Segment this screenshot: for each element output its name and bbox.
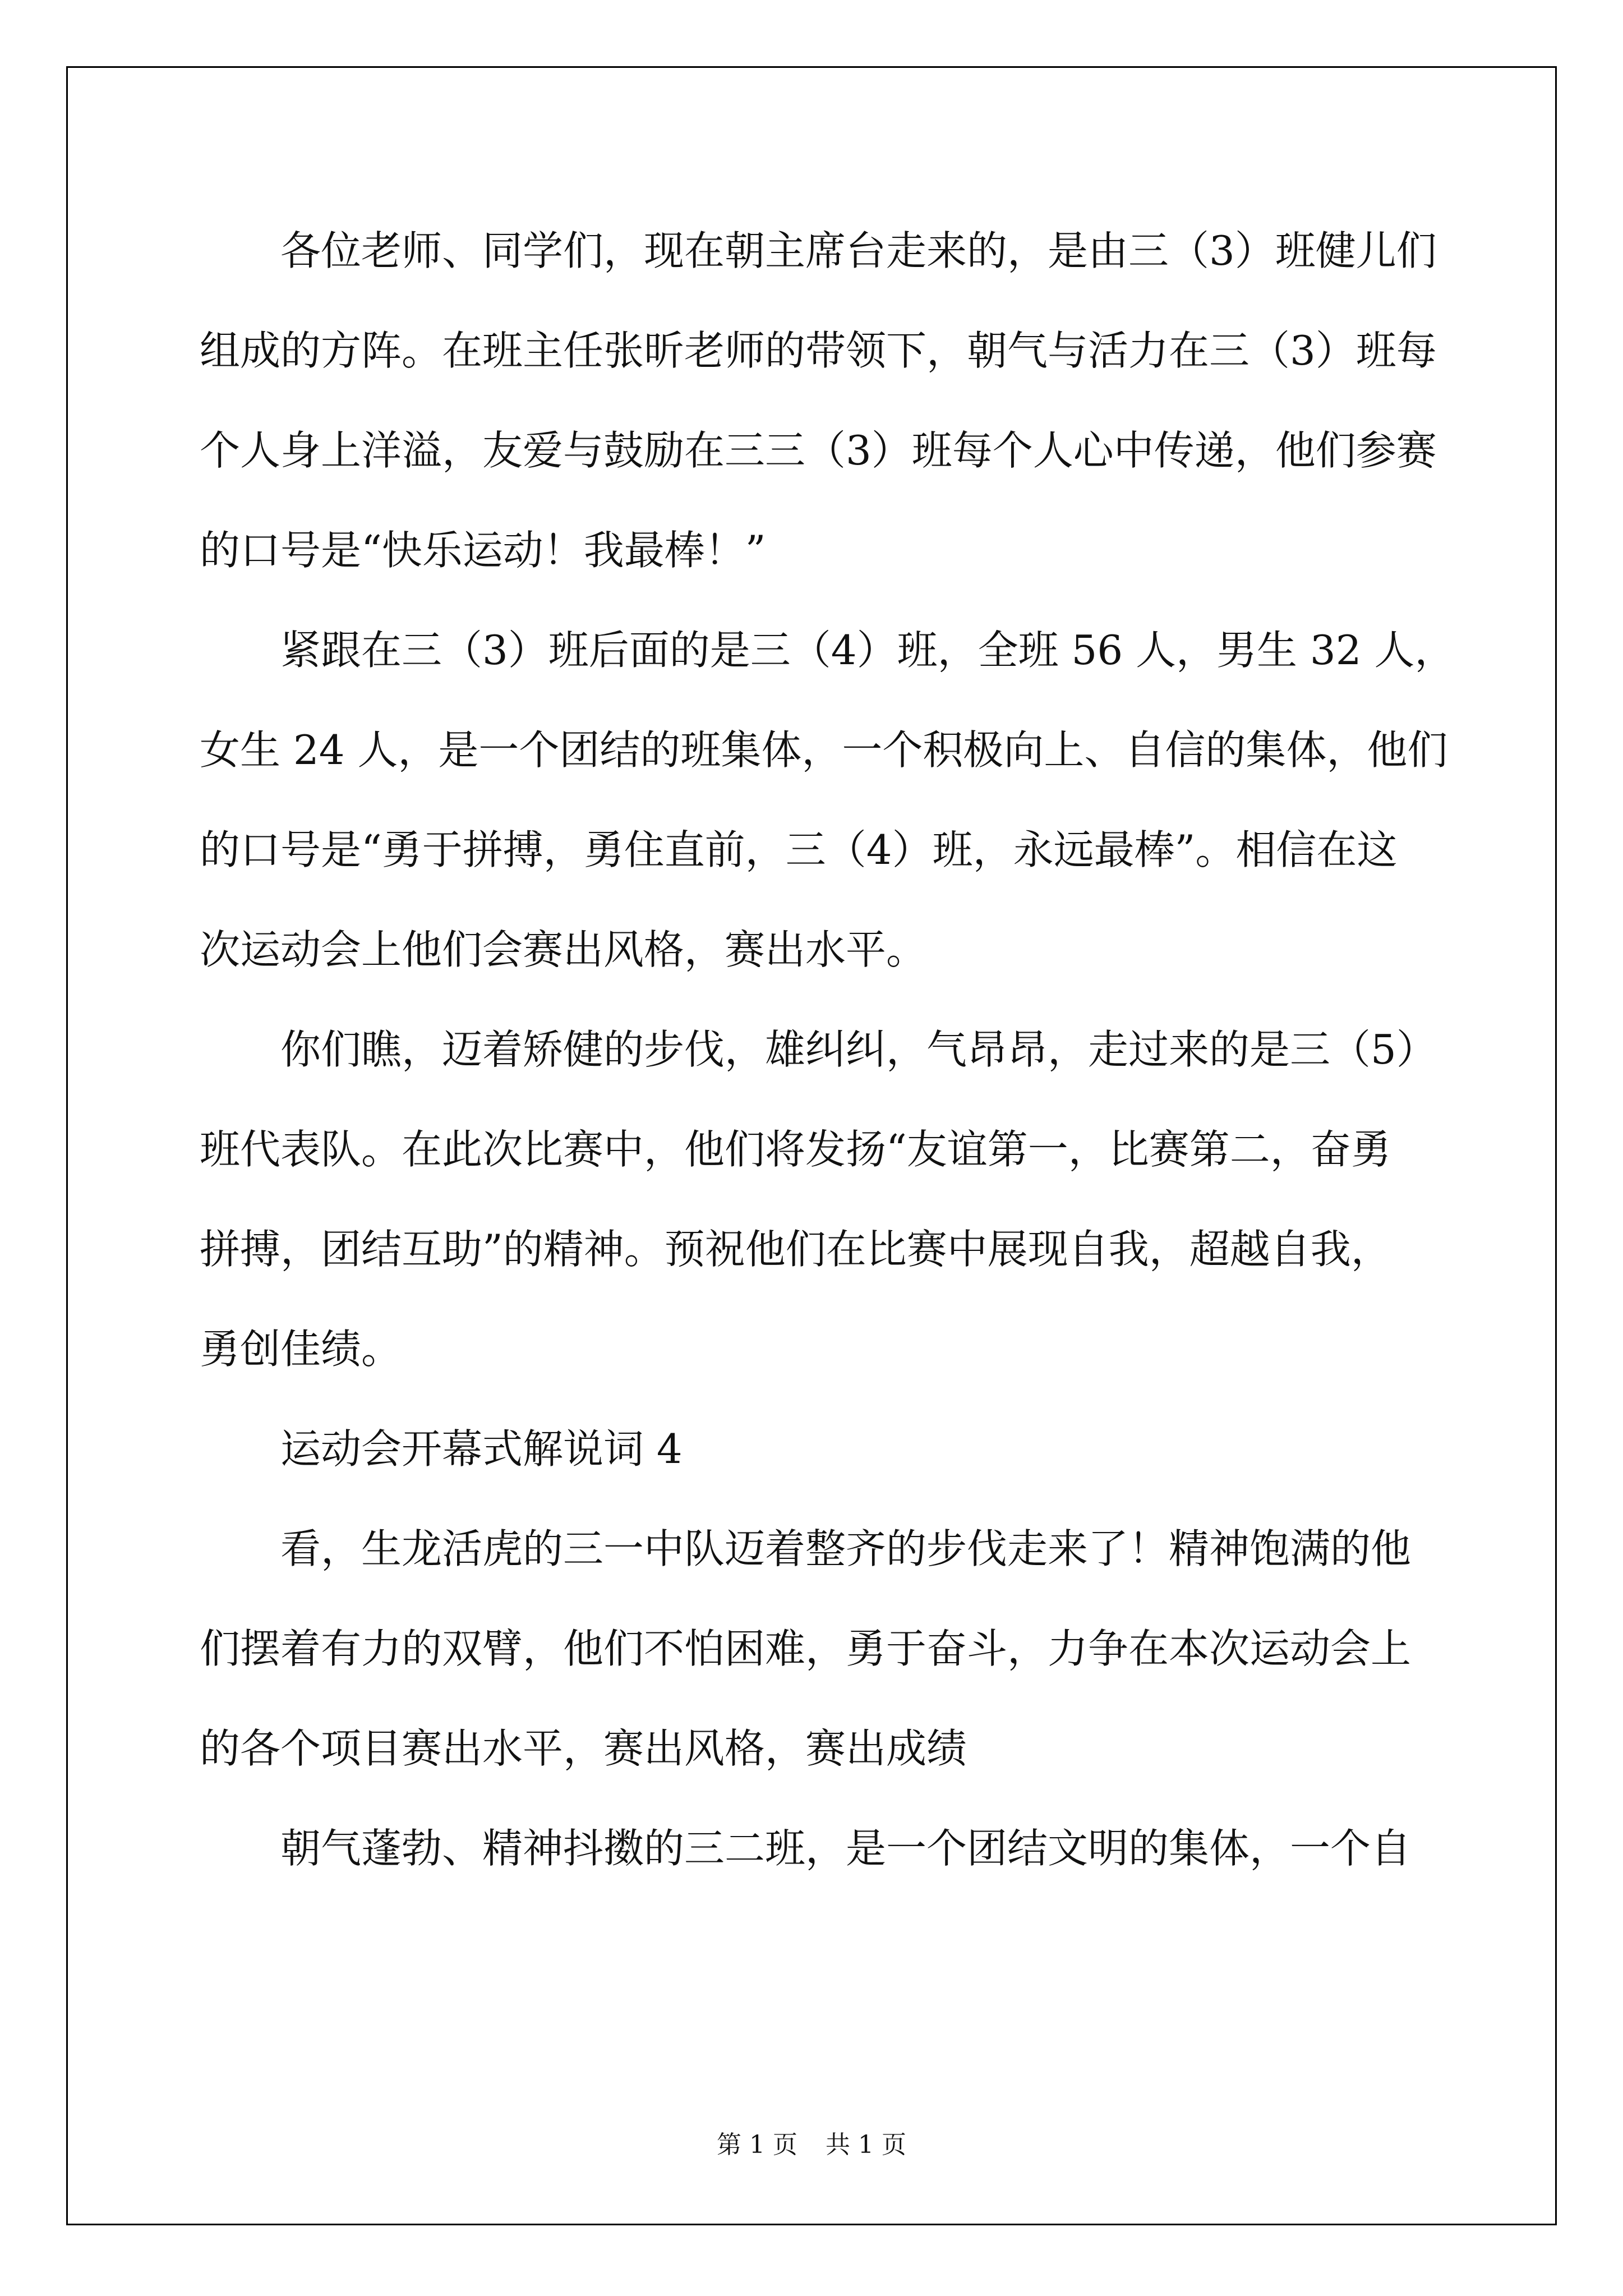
document-body <box>200 209 1455 1906</box>
text-line: 拼搏，团结互助”的精神。预祝他们在比赛中展现自我，超越自我， <box>200 1226 1391 1273</box>
section-heading <box>200 1407 1436 1507</box>
paragraph <box>200 1507 1436 1806</box>
text-line: 各位老师、同学们，现在朝主席台走来的，是由三（3）班健儿们 <box>280 227 1437 274</box>
text-line: 组成的方阵。在班主任张昕老师的带领下，朝气与活力在三（3）班每 <box>200 327 1437 374</box>
page-number-total: 共 1 页 <box>826 2131 906 2159</box>
text-line: 你们瞧，迈着矫健的步伐，雄纠纠，气昂昂，走过来的是三（5） <box>280 1026 1437 1073</box>
text-line: 朝气蓬勃、精神抖擞的三二班，是一个团结文明的集体，一个自 <box>280 1825 1412 1872</box>
text-line: 的口号是“快乐运动！我最棒！” <box>200 527 766 574</box>
text-line: 紧跟在三（3）班后面的是三（4）班，全班 56 人，男生 32 人， <box>280 627 1455 674</box>
text-line: 个人身上洋溢，友爱与鼓励在三三（3）班每个人心中传递，他们参赛 <box>200 427 1437 474</box>
text-line: 勇创佳绩。 <box>200 1326 402 1373</box>
paragraph <box>200 608 1455 1007</box>
text-line: 女生 24 人，是一个团结的班集体，一个积极向上、自信的集体，他们 <box>200 726 1448 774</box>
text-line: 的各个项目赛出水平，赛出风格，赛出成绩 <box>200 1725 967 1772</box>
text-line: 看，生龙活虎的三一中队迈着整齐的步伐走来了！精神饱满的他 <box>280 1525 1412 1572</box>
heading-text: 运动会开幕式解说词 4 <box>280 1425 683 1473</box>
page-footer <box>0 2128 1623 2162</box>
page-number-current: 第 1 页 <box>717 2131 797 2159</box>
paragraph <box>200 1806 1436 1906</box>
text-line: 次运动会上他们会赛出风格，赛出水平。 <box>200 926 927 973</box>
text-line: 班代表队。在此次比赛中，他们将发扬“友谊第一，比赛第二，奋勇 <box>200 1126 1391 1173</box>
text-line: 们摆着有力的双臂，他们不怕困难，勇于奋斗，力争在本次运动会上 <box>200 1625 1412 1672</box>
text-line: 的口号是“勇于拼搏，勇住直前，三（4）班，永远最棒”。相信在这 <box>200 826 1398 873</box>
paragraph <box>200 209 1436 608</box>
paragraph <box>200 1007 1436 1407</box>
